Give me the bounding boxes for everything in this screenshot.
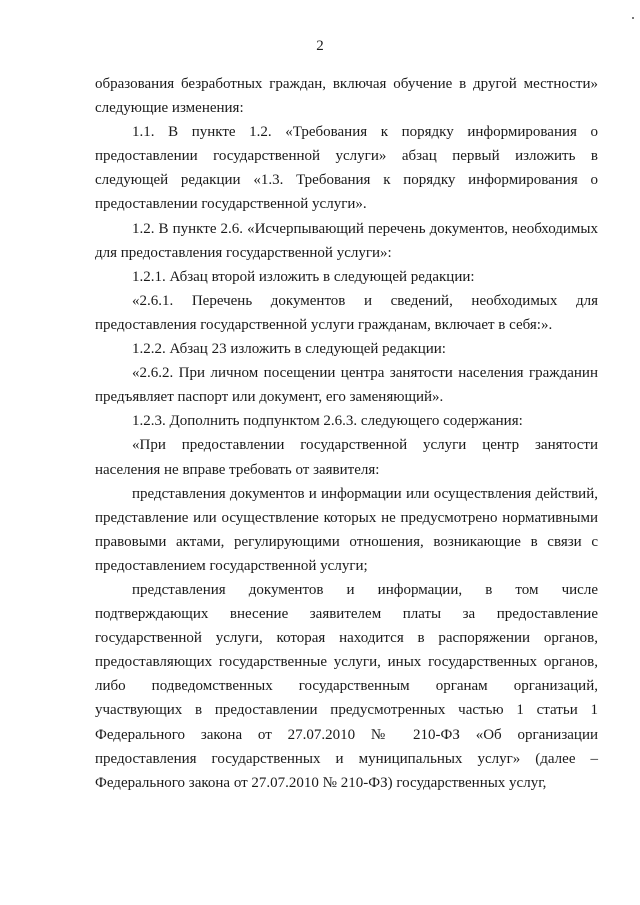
paragraph-restriction-1: представления документов и информации или осуществления действий, представление или осуществление которых не предусмотрено нормативными правовыми актами, регулирующими отношения, возникающие в связи с предоставлением государственной услуги;	[95, 485, 598, 574]
paragraph-1-2-2: 1.2.2. Абзац 23 изложить в следующей редакции:	[132, 341, 446, 358]
paragraph-intro: образования безработных граждан, включая обучение в другой местности» следующие изменения:	[95, 76, 598, 117]
page-number: 2	[316, 38, 324, 54]
paragraph-1-1: 1.1. В пункте 1.2. «Требования к порядку информирования о предоставлении государственной услуги» абзац первый изложить в следующей редакции «1.3. Требования к порядку информирования о предоставлении государственной услуги».	[95, 124, 598, 213]
document-body	[95, 72, 598, 795]
paragraph-2-6-1-quote: «2.6.1. Перечень документов и сведений, необходимых для предоставления государственной услуги гражданам, включает в себя:».	[95, 292, 598, 333]
scan-speck	[632, 17, 634, 19]
paragraph-1-2-3: 1.2.3. Дополнить подпунктом 2.6.3. следующего содержания:	[132, 413, 523, 430]
paragraph-2-6-3-quote: «При предоставлении государственной услуги центр занятости населения не вправе требовать от заявителя:	[95, 437, 598, 478]
paragraph-1-2-1: 1.2.1. Абзац второй изложить в следующей редакции:	[132, 268, 475, 285]
paragraph-1-2: 1.2. В пункте 2.6. «Исчерпывающий перечень документов, необходимых для предоставления государственной услуги»:	[95, 220, 598, 261]
paragraph-2-6-2-quote: «2.6.2. При личном посещении центра занятости населения гражданин предъявляет паспорт или документ, его заменяющий».	[95, 365, 598, 406]
paragraph-restriction-2: представления документов и информации, в том числе подтверждающих внесение заявителем платы за предоставление государственной услуги, которая находится в распоряжении органов, предоставляющих государственные услуги, иных государственных органов, либо подведомственных государственным органам организаций, участвующих в предоставлении предусмотренных частью 1 статьи 1 Федерального закона от 27.07.2010 № 210-ФЗ «Об организации предоставления государственных и муниципальных услуг» (далее – Федерального закона от 27.07.2010 № 210-ФЗ) государственных услуг,	[95, 581, 598, 791]
